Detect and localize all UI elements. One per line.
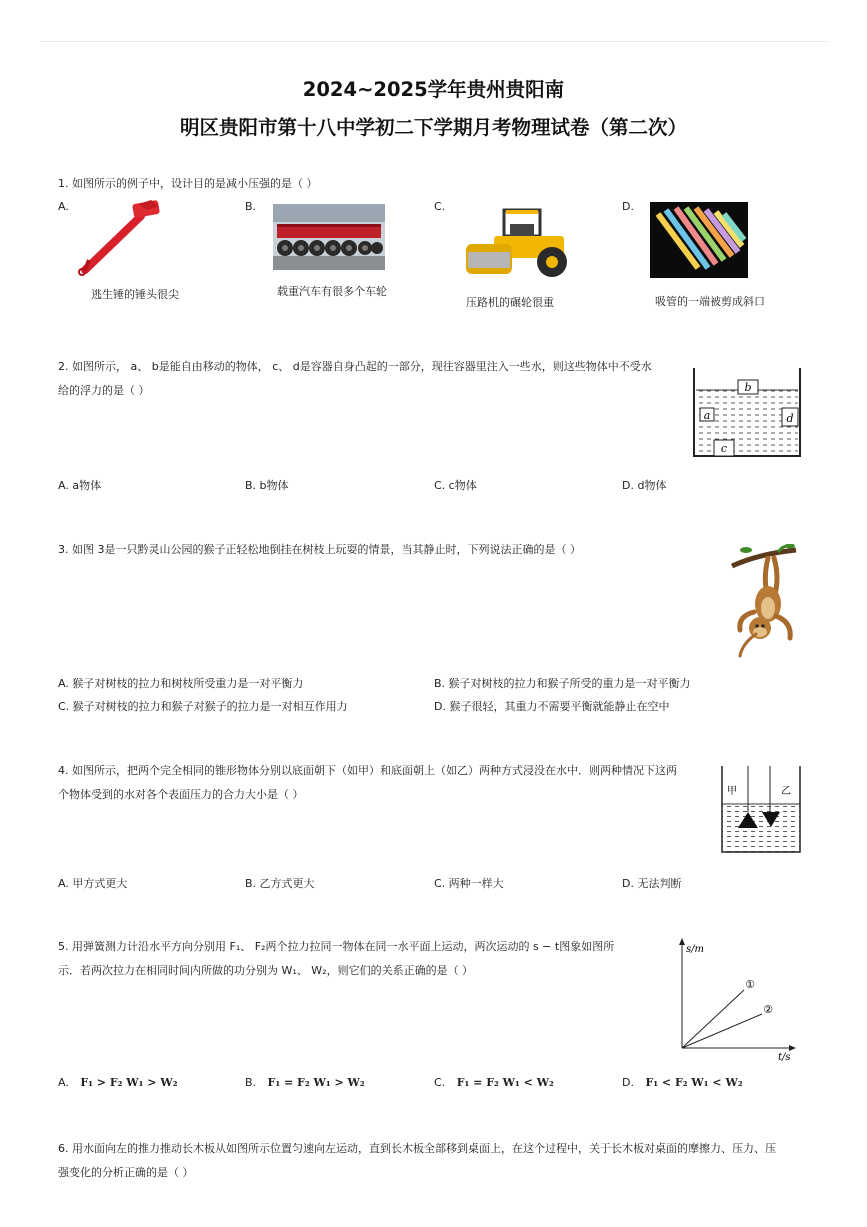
q2-stem-line1: 2. 如图所示， a、 b是能自由移动的物体， c、 d是容器自身凸起的一部分，现往容器里注入一些水，则这些物体中不受水	[58, 360, 652, 373]
q4-option-a[interactable]: A. 甲方式更大	[58, 877, 128, 890]
q1-option-b-letter[interactable]: B.	[245, 200, 257, 213]
q5-stem-line1: 5. 用弹簧测力计沿水平方向分别用 F₁、 F₂两个拉力拉同一物体在同一水平面上运动，两次运动的 s − t图象如图所	[58, 940, 615, 953]
cone-immersion-figure	[718, 764, 804, 856]
label-c: c	[720, 442, 728, 455]
q1-option-c-letter[interactable]: C.	[434, 200, 446, 213]
q2-option-b[interactable]: B. b物体	[245, 479, 289, 492]
q4-stem-line2: 个物体受到的水对各个表面压力的合力大小是（ ）	[58, 788, 304, 801]
label-d: d	[786, 412, 794, 425]
graph-line1-label: ①	[745, 978, 755, 991]
q5-option-c-math: F₁ = F₂ W₁ < W₂	[456, 1076, 554, 1089]
q6-stem-line2: 强变化的分析正确的是（ ）	[58, 1166, 194, 1179]
q3-option-c[interactable]: C. 猴子对树枝的拉力和猴子对猴子的拉力是一对相互作用力	[58, 700, 348, 713]
page-top-rule	[40, 41, 827, 42]
q1-option-d-letter[interactable]: D.	[622, 200, 634, 213]
q1-caption-b: 载重汽车有很多个车轮	[277, 285, 387, 298]
q4-option-d[interactable]: D. 无法判断	[622, 877, 682, 890]
q5-option-b-letter: B.	[245, 1076, 257, 1089]
q1-caption-d: 吸管的一端被剪成斜口	[655, 295, 765, 308]
heavy-truck-image	[273, 204, 385, 270]
q6-stem-line1: 6. 用水面向左的推力推动长木板从如图所示位置匀速向左运动，直到长木板全部移到桌面上，在这个过程中，关于长木板对桌面的摩擦力、压力、压	[58, 1142, 776, 1155]
label-jia: 甲	[727, 786, 737, 797]
q5-option-a-letter: A.	[58, 1076, 69, 1089]
q5-option-b-math: F₁ = F₂ W₁ > W₂	[267, 1076, 365, 1089]
q1-caption-a: 逃生锤的锤头很尖	[91, 288, 179, 301]
q1-stem: 1. 如图所示的例子中，设计目的是减小压强的是（ ）	[58, 177, 318, 190]
q4-option-c[interactable]: C. 两种一样大	[434, 877, 504, 890]
q3-stem: 3. 如图 3是一只黔灵山公园的猴子正轻松地倒挂在树枝上玩耍的情景，当其静止时，下列说法正确的是（ ）	[58, 543, 581, 556]
q1-caption-c: 压路机的碾轮很重	[466, 296, 554, 309]
road-roller-image	[464, 206, 574, 280]
doc-title-line2: 明区贵阳市第十八中学初二下学期月考物理试卷（第二次）	[179, 116, 687, 139]
q3-option-d[interactable]: D. 猴子很轻，其重力不需要平衡就能静止在空中	[434, 700, 670, 713]
graph-x-label: t/s	[778, 1052, 791, 1063]
monkey-image	[728, 544, 800, 658]
q5-option-c-letter: C.	[434, 1076, 446, 1089]
q2-option-c[interactable]: C. c物体	[434, 479, 477, 492]
q5-option-c[interactable]	[434, 1076, 554, 1089]
q4-stem-line1: 4. 如图所示，把两个完全相同的锥形物体分别以底面朝下（如甲）和底面朝上（如乙）两种方式浸没在水中．则两种情况下这两	[58, 764, 677, 777]
q2-option-a[interactable]: A. a物体	[58, 479, 102, 492]
escape-hammer-image	[75, 198, 165, 278]
q5-option-b[interactable]	[245, 1076, 365, 1089]
q2-stem-line2: 给的浮力的是（ ）	[58, 384, 150, 397]
q5-option-d-math: F₁ < F₂ W₁ < W₂	[645, 1076, 743, 1089]
graph-line2-label: ②	[763, 1003, 773, 1016]
s-t-graph	[666, 936, 798, 1064]
label-yi: 乙	[781, 786, 791, 797]
q1-option-a-letter[interactable]: A.	[58, 200, 69, 213]
doc-title-line1: 2024~2025学年贵州贵阳南	[302, 78, 565, 101]
drinking-straws-image	[650, 202, 748, 278]
q5-option-d[interactable]	[622, 1076, 743, 1089]
label-a: a	[703, 409, 711, 422]
q5-option-a[interactable]	[58, 1076, 178, 1089]
q3-option-a[interactable]: A. 猴子对树枝的拉力和树枝所受重力是一对平衡力	[58, 677, 304, 690]
label-b: b	[744, 381, 752, 394]
container-figure	[690, 364, 806, 460]
q5-option-a-math: F₁ > F₂ W₁ > W₂	[80, 1076, 178, 1089]
q5-stem-line2: 示．若两次拉力在相同时间内所做的功分别为 W₁、 W₂，则它们的关系正确的是（ ）	[58, 964, 474, 977]
graph-y-label: s/m	[686, 944, 704, 955]
q3-option-b[interactable]: B. 猴子对树枝的拉力和猴子所受的重力是一对平衡力	[434, 677, 691, 690]
q5-option-d-letter: D.	[622, 1076, 634, 1089]
q2-option-d[interactable]: D. d物体	[622, 479, 667, 492]
q4-option-b[interactable]: B. 乙方式更大	[245, 877, 315, 890]
